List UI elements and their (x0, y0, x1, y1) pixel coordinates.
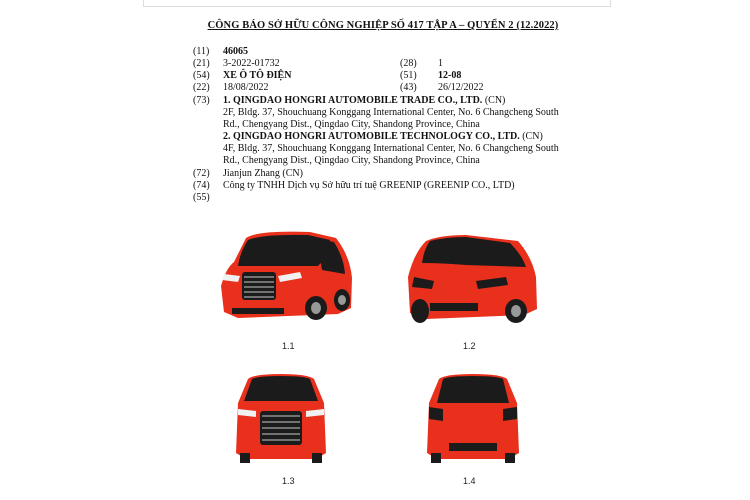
figure-label-1-2: 1.2 (463, 341, 476, 351)
code-22: (22) (193, 82, 210, 93)
owner-2-name: 2. QINGDAO HONGRI AUTOMOBILE TECHNOLOGY CO., LTD. (223, 131, 520, 142)
code-55: (55) (193, 192, 210, 203)
code-43: (43) (400, 82, 417, 93)
car-front-three-quarter-view (218, 228, 354, 326)
owner-1-address: 2F, Bldg. 37, Shouchuang Konggang International Center, No. 6 Changcheng South Rd., Chengyang Dist., Qingdao City, Shandong Province, China (223, 107, 559, 130)
owner-1 (223, 95, 505, 107)
design-title: XE Ô TÔ ĐIỆN (223, 70, 292, 81)
owner-2-country: (CN) (522, 131, 543, 142)
representative: Công ty TNHH Dịch vụ Sở hữu trí tuệ GREENIP (GREENIP CO., LTD) (223, 180, 515, 191)
figure-label-1-1: 1.1 (282, 341, 295, 351)
figure-label-1-4: 1.4 (463, 476, 476, 486)
car-front-view (234, 373, 328, 465)
owner-1-country: (CN) (484, 95, 506, 106)
locarno-class: 12-08 (438, 70, 462, 81)
page-top-edge (143, 0, 611, 7)
figure-label-1-3: 1.3 (282, 476, 295, 486)
code-54: (54) (193, 70, 210, 81)
code-72: (72) (193, 168, 210, 179)
designer: Jianjun Zhang (CN) (223, 168, 303, 179)
code-28: (28) (400, 58, 417, 69)
design-count: 1 (438, 58, 443, 69)
code-73: (73) (193, 95, 210, 106)
code-51: (51) (400, 70, 417, 81)
owner-1-name: 1. QINGDAO HONGRI AUTOMOBILE TRADE CO., LTD. (223, 95, 483, 106)
car-rear-three-quarter-view (406, 233, 540, 327)
code-21: (21) (193, 58, 210, 69)
bulletin-header: CÔNG BÁO SỞ HỮU CÔNG NGHIỆP SỐ 417 TẬP A – QUYỂN 2 (12.2022) (207, 20, 559, 31)
publication-date: 26/12/2022 (438, 82, 484, 93)
owner-2 (223, 131, 543, 143)
design-number: 46065 (223, 46, 248, 57)
application-number: 3-2022-01732 (223, 58, 280, 69)
car-rear-view (425, 373, 521, 465)
filing-date: 18/08/2022 (223, 82, 269, 93)
code-74: (74) (193, 180, 210, 191)
owner-2-address: 4F, Bldg. 37, Shouchuang Konggang International Center, No. 6 Changcheng South Rd., Chengyang Dist., Qingdao City, Shandong Province, China (223, 143, 559, 166)
code-11: (11) (193, 46, 210, 57)
